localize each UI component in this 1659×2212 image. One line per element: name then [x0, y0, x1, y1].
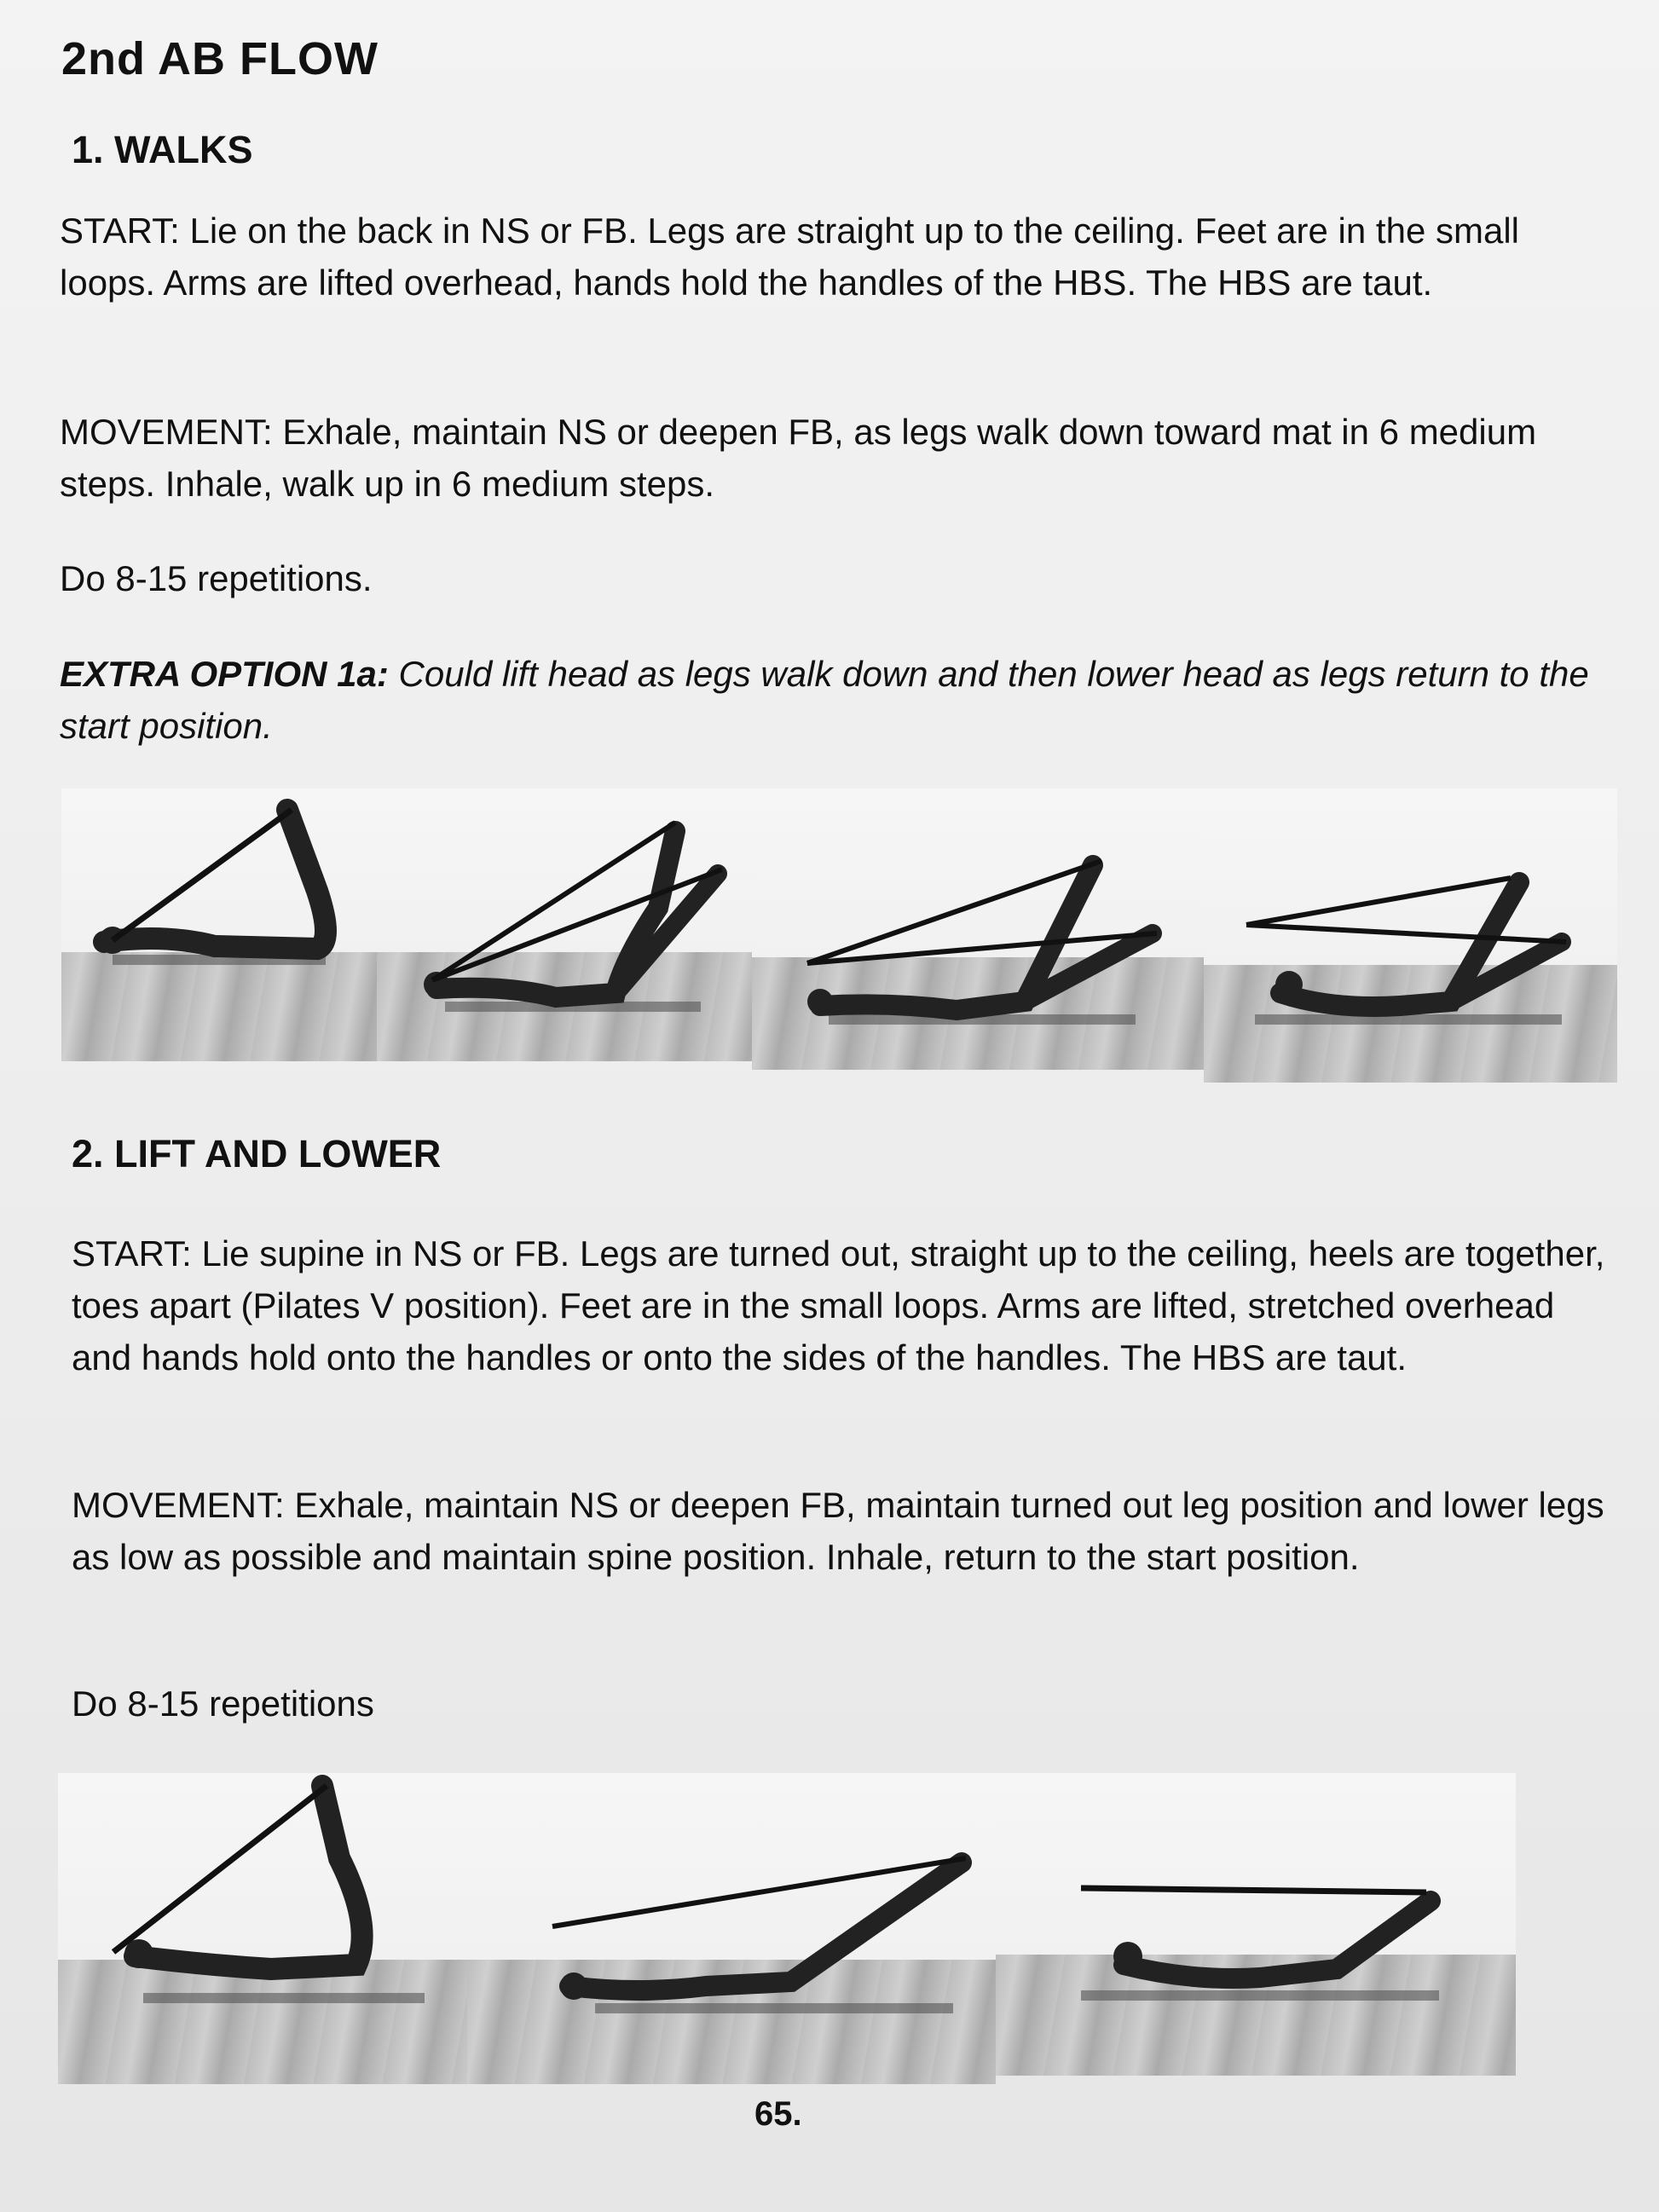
- exercise-figure-icon: [996, 1773, 1516, 2076]
- section-2-reps: Do 8-15 repetitions: [72, 1684, 374, 1724]
- section-1-movement: [60, 406, 1611, 510]
- exercise-figure-icon: [467, 1773, 996, 2084]
- section-2-heading: 2. LIFT AND LOWER: [72, 1132, 442, 1175]
- exercise-photo: [1204, 788, 1617, 1083]
- section-1-start: [60, 205, 1611, 309]
- extra-option-text: Could lift head as legs walk down and then lower head as legs return to the start position.: [60, 654, 1589, 746]
- page-title: 2nd AB FLOW: [61, 33, 379, 84]
- start-label: START:: [72, 1233, 192, 1273]
- section-1-extra-option: [60, 648, 1611, 752]
- exercise-photo: [58, 1773, 467, 2084]
- movement-text: Exhale, maintain NS or deepen FB, maintain turned out leg position and lower legs as low as possible and maintain spine position. Inhale, return to the start position.: [72, 1485, 1604, 1577]
- section-1-reps: Do 8-15 repetitions.: [60, 558, 373, 598]
- section-2-start: [72, 1227, 1623, 1383]
- section-2-movement: [72, 1479, 1623, 1583]
- exercise-figure-icon: [61, 788, 377, 1061]
- movement-label: MOVEMENT:: [72, 1485, 285, 1525]
- start-label: START:: [60, 211, 180, 251]
- exercise-photo: [61, 788, 377, 1061]
- exercise-photo: [377, 788, 752, 1061]
- movement-label: MOVEMENT:: [60, 412, 273, 452]
- exercise-figure-icon: [58, 1773, 467, 2084]
- page-number: 65.: [754, 2095, 802, 2133]
- start-text: Lie supine in NS or FB. Legs are turned out, straight up to the ceiling, heels are together, toes apart (Pilates V position). Feet are in the small loops. Arms are lifted, stretched overhead and hands hold onto the handles or onto the sides of the handles. The HBS are taut.: [72, 1233, 1605, 1377]
- exercise-figure-icon: [377, 788, 752, 1061]
- start-text: Lie on the back in NS or FB. Legs are straight up to the ceiling. Feet are in the small loops. Arms are lifted overhead, hands hold the handles of the HBS. The HBS are taut.: [60, 211, 1519, 303]
- exercise-photo: [996, 1773, 1516, 2076]
- exercise-figure-icon: [1204, 788, 1617, 1083]
- section-1-photos: [61, 788, 1617, 1083]
- section-2-photos: [58, 1773, 1516, 2084]
- movement-text: Exhale, maintain NS or deepen FB, as legs walk down toward mat in 6 medium steps. Inhale, walk up in 6 medium steps.: [60, 412, 1537, 504]
- extra-option-label: EXTRA OPTION 1a:: [60, 654, 389, 694]
- exercise-photo: [467, 1773, 996, 2084]
- exercise-photo: [752, 788, 1204, 1070]
- section-1-heading: 1. WALKS: [72, 128, 253, 171]
- exercise-figure-icon: [752, 788, 1204, 1070]
